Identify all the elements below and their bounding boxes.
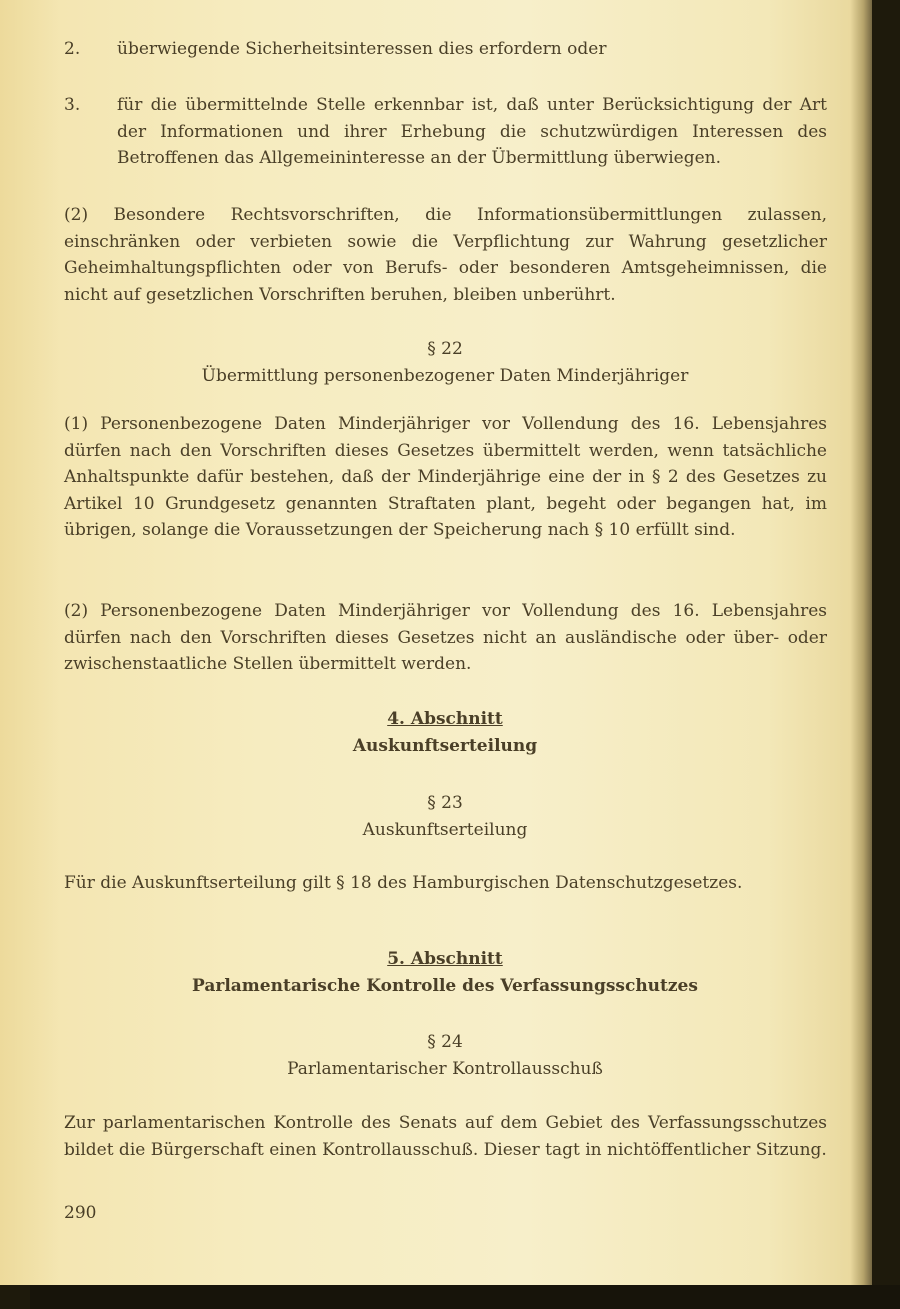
page-number: 290	[64, 1203, 97, 1223]
list-item-text: überwiegende Sicherheitsinteressen dies erfordern oder	[117, 39, 607, 59]
bottom-dark-edge	[30, 1285, 900, 1309]
page-margin-tint	[0, 0, 60, 1285]
chapter-4-title: Auskunftserteilung	[352, 736, 538, 756]
section-23-title: Auskunftserteilung	[362, 820, 528, 840]
paragraph-21-2: (2) Besondere Rechtsvorschriften, die Informationsübermittlungen zulassen, einschränken oder verbieten sowie die Verpflichtung zur Wahrung gesetzlicher Geheimhaltungspflichten oder von Berufs- oder besonderen Amtsgeheimnissen, die nicht auf gesetzlichen Vorschriften beruhen, bleiben unberührt.	[64, 205, 827, 305]
list-item-text: für die übermittelnde Stelle erkennbar ist, daß unter Berücksichtigung der Art der Informationen und ihrer Erhebung die schutzwürdigen Interessen des Betroffenen das Allgemeininteresse an der Übermittlung überwiegen.	[117, 95, 827, 168]
section-22-paragraph-2: (2) Personenbezogene Daten Minderjähriger vor Vollendung des 16. Lebensjahres dürfen nach den Vorschriften dieses Gesetzes nicht an ausländische oder über- oder zwischenstaatliche Stellen übermittelt werden.	[64, 601, 827, 674]
chapter-5-label: 5. Abschnitt	[387, 949, 503, 969]
section-23-number: § 23	[427, 793, 463, 813]
section-22-paragraph-1: (1) Personenbezogene Daten Minderjähriger vor Vollendung des 16. Lebensjahres dürfen nach den Vorschriften dieses Gesetzes übermittelt werden, wenn tatsächliche Anhaltspunkte dafür bestehen, daß der Minderjährige eine der in § 2 des Gesetzes zu Artikel 10 Grundgesetz genannten Straftaten plant, begeht oder begangen hat, im übrigen, solange die Voraussetzungen der Speicherung nach § 10 erfüllt sind.	[64, 414, 827, 540]
section-24-title: Parlamentarischer Kontrollausschuß	[287, 1059, 603, 1079]
section-24-number: § 24	[427, 1032, 463, 1052]
section-22-title: Übermittlung personenbezogener Daten Minderjähriger	[201, 366, 689, 386]
chapter-5-title: Parlamentarische Kontrolle des Verfassungsschutzes	[192, 976, 698, 996]
list-item-number: 3.	[64, 95, 81, 115]
section-24-text: Zur parlamentarischen Kontrolle des Senats auf dem Gebiet des Verfassungsschutzes bildet die Bürgerschaft einen Kontrollausschuß. Dieser tagt in nichtöffentlicher Sitzung.	[64, 1113, 827, 1160]
list-item-number: 2.	[64, 39, 81, 59]
section-23-text: Für die Auskunftserteilung gilt § 18 des Hamburgischen Datenschutzgesetzes.	[64, 873, 743, 893]
chapter-4-label: 4. Abschnitt	[387, 709, 503, 729]
section-22-number: § 22	[427, 339, 463, 359]
spine-shadow	[850, 0, 872, 1285]
